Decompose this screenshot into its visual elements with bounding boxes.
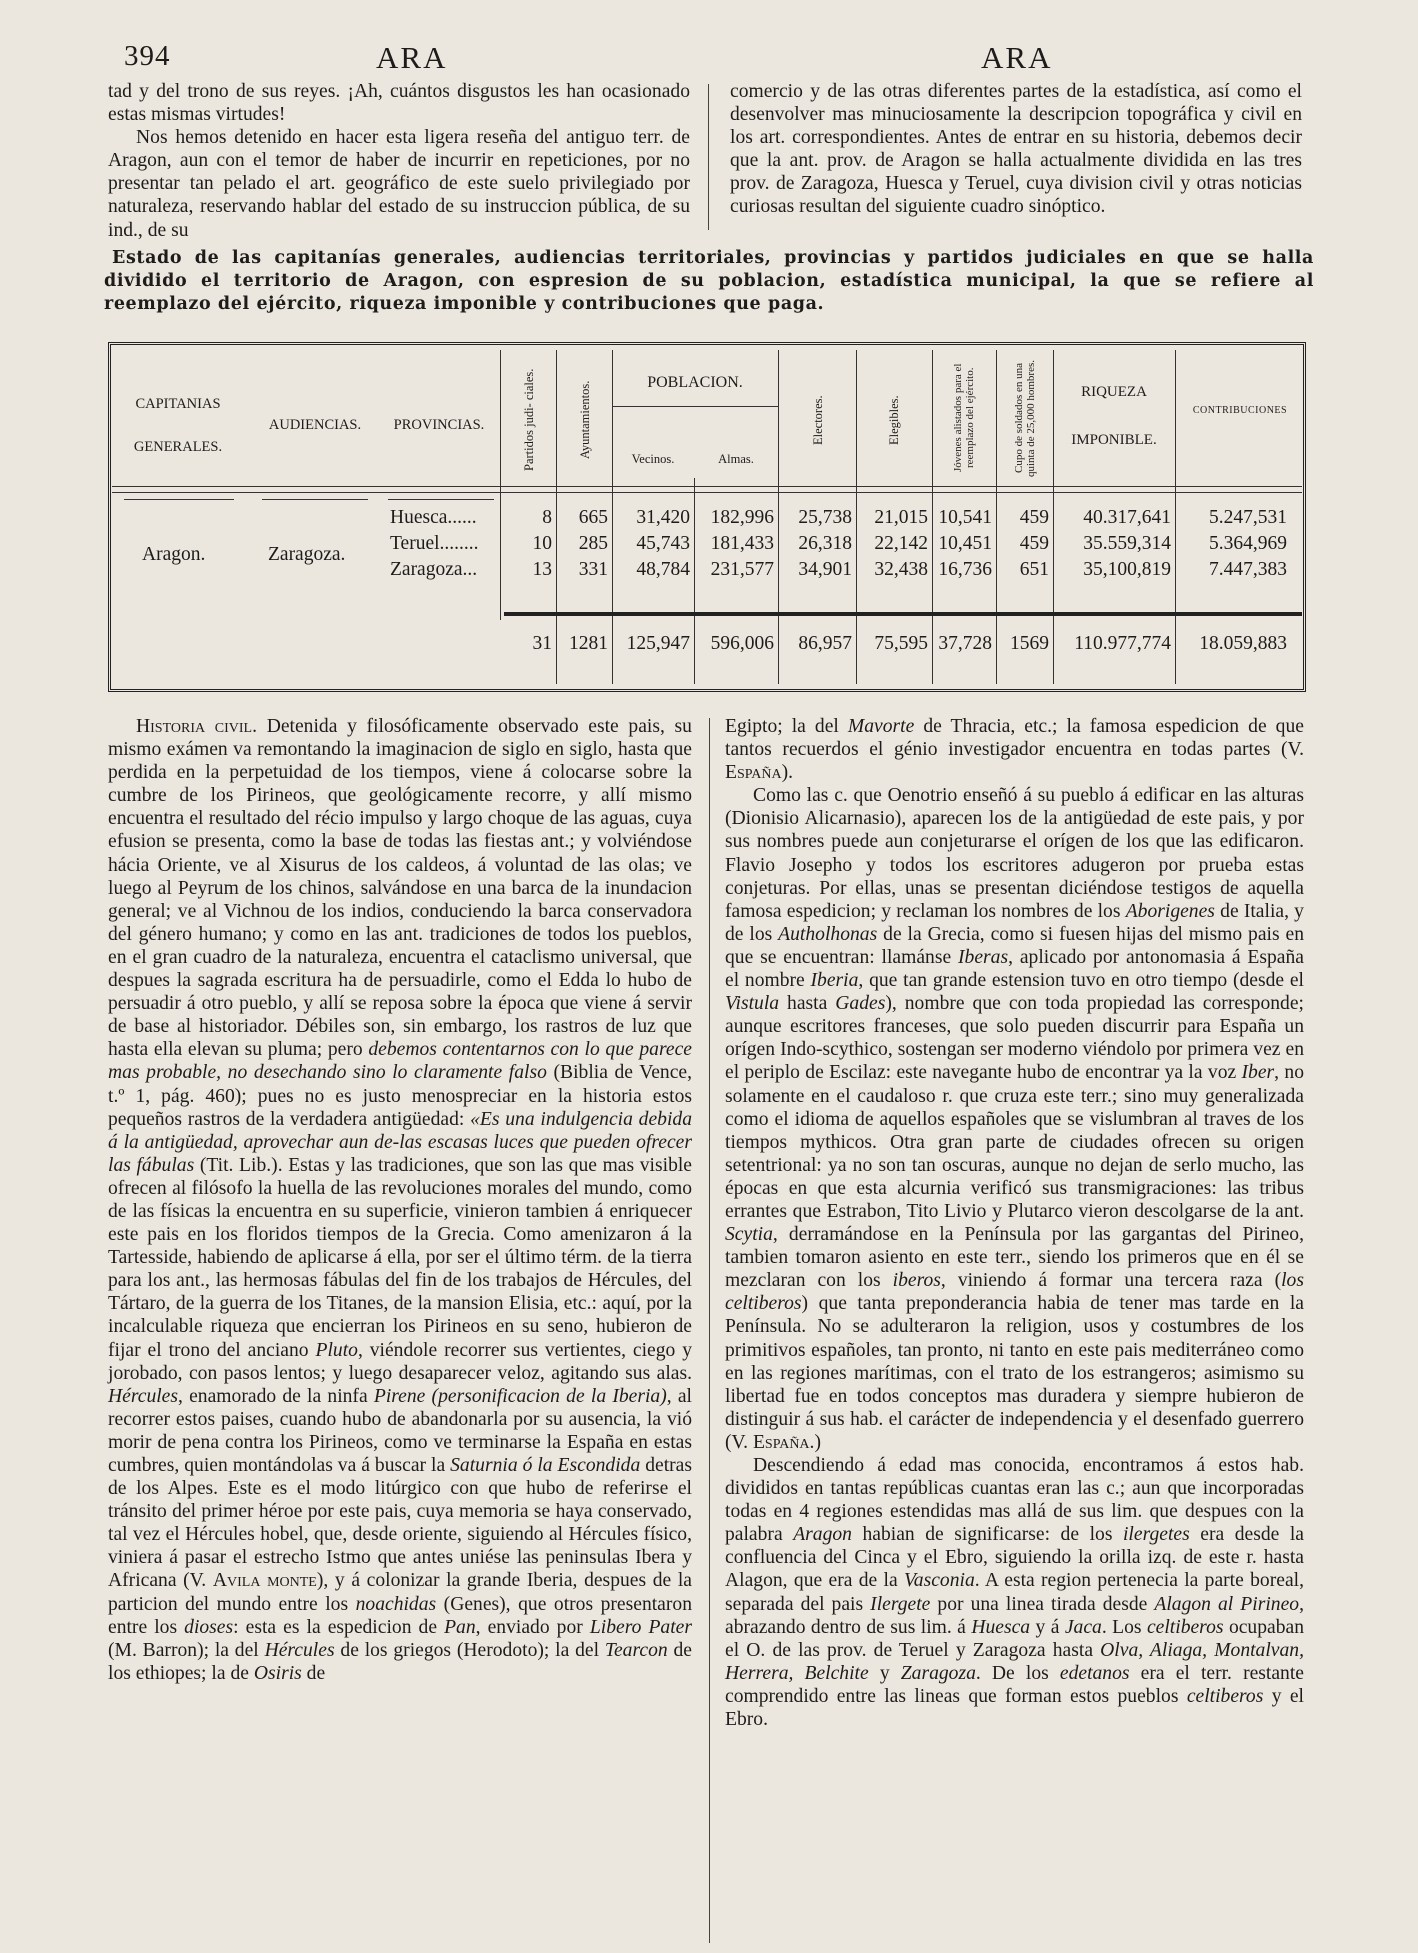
column-rule <box>709 718 710 1943</box>
cell-almas: 231,577 <box>710 559 774 580</box>
total-partidos: 31 <box>532 633 552 654</box>
table-rule <box>112 486 1302 487</box>
cell-electores: 25,738 <box>798 507 852 528</box>
header-elegibles: Elegibles. <box>887 395 901 445</box>
paragraph: Nos hemos detenido en hacer esta ligera reseña del antiguo terr. de Aragon, aun con el temor de haber de incurrir en repeticiones, por no presentar tan pelado el art. geográfico de este suelo privilegiado por naturaleza, reservando hablar del estado de su instruccion pública, de su ind., de su <box>108 127 690 241</box>
cell-ayuntamientos: 331 <box>578 559 608 580</box>
cell-riqueza: 40.317,641 <box>1083 507 1171 528</box>
running-head-left: ARA <box>376 40 448 75</box>
cell-contribuciones: 5.247,531 <box>1209 507 1287 528</box>
paragraph: tad y del trono de sus reyes. ¡Ah, cuántos disgustos les han ocasionado estas mismas virtudes! <box>108 81 690 126</box>
header-audiencias: AUDIENCIAS. <box>268 417 362 433</box>
table-rule <box>500 350 501 620</box>
cell-ayuntamientos: 665 <box>578 507 608 528</box>
column-rule <box>708 84 709 230</box>
table-caption: Estado de las capitanías generales, audiencias territoriales, provincias y partidos judiciales en que se halla dividido el territorio de Aragon, con espresion de su poblacion, estadística municipal, la que se refiere al reemplazo del ejército, riqueza imponible y contribuciones que paga. <box>104 248 1314 314</box>
cell-elegibles: 21,015 <box>874 507 928 528</box>
cell-vecinos: 31,420 <box>636 507 690 528</box>
header-riqueza: RIQUEZA <box>1081 384 1147 400</box>
section-heading: Historia civil. <box>136 716 258 737</box>
cell-vecinos: 45,743 <box>636 533 690 554</box>
header-jovenes: Jóvenes alistados para el reemplazo del ejército. <box>952 363 976 473</box>
header-capitanias: CAPITANIAS <box>135 396 221 412</box>
header-almas: Almas. <box>718 452 754 466</box>
header-cupo: Cupo de soldados en una quinta de 25,000 hombres. <box>1013 359 1037 477</box>
total-ayuntamientos: 1281 <box>569 633 608 654</box>
audiencia-cell: Zaragoza. <box>268 544 346 565</box>
header-generales: GENERALES. <box>133 439 223 455</box>
cell-cupo: 651 <box>1019 559 1049 580</box>
table-rule <box>996 350 997 684</box>
top-left-column <box>108 80 690 242</box>
table-rule <box>612 406 778 407</box>
cell-electores: 26,318 <box>798 533 852 554</box>
bottom-left-column <box>108 715 692 1685</box>
table-rule <box>112 492 1302 493</box>
cell-partidos: 10 <box>532 533 552 554</box>
table-rule <box>1175 350 1176 684</box>
cell-jovenes: 10,541 <box>938 507 992 528</box>
cell-contribuciones: 5.364,969 <box>1209 533 1287 554</box>
paragraph: Egipto; la del Mavorte de Thracia, etc.; la famosa espedicion de que tantos recuerdos el génio investigador encuentra en todas partes (V. España). <box>725 716 1304 784</box>
top-right-column <box>730 80 1302 219</box>
total-cupo: 1569 <box>1010 633 1049 654</box>
total-elegibles: 75,595 <box>874 633 928 654</box>
header-vecinos: Vecinos. <box>631 452 675 466</box>
page-number: 394 <box>124 40 171 72</box>
table-rule <box>932 350 933 684</box>
cell-cupo: 459 <box>1019 507 1049 528</box>
cell-jovenes: 10,451 <box>938 533 992 554</box>
table-rule <box>856 350 857 684</box>
provincia-cell: Teruel........ <box>390 533 479 554</box>
table-rule <box>262 499 368 500</box>
header-contribuciones: CONTRIBUCIONES <box>1192 405 1288 416</box>
table-rule <box>124 499 234 500</box>
cell-vecinos: 48,784 <box>636 559 690 580</box>
table-rule <box>612 350 613 684</box>
cell-electores: 34,901 <box>798 559 852 580</box>
total-jovenes: 37,728 <box>938 633 992 654</box>
cell-elegibles: 32,438 <box>874 559 928 580</box>
header-partidos: Partidos judi- ciales. <box>522 368 536 472</box>
paragraph: comercio y de las otras diferentes partes de la estadística, así como el desenvolver mas minuciosamente la descripcion topográfica y civil en los art. correspondientes. Antes de entrar en su historia, debemos decir que la ant. prov. de Aragon se halla actualmente dividida en las tres prov. de Zaragoza, Huesca y Teruel, cuya division civil y otras noticias curiosas resultan del siguiente cuadro sinóptico. <box>730 81 1302 218</box>
paragraph: Historia civil. Detenida y filosóficamente observado este pais, su mismo exámen va remontando la imaginacion de siglo en siglo, hasta que perdida en la perpetuidad de los tiempos, viene á colocarse sobre la cumbre de los Pirineos, que geológicamente recorre, y allí mismo encuentra el resultado del récio impulso y largo choque de las aguas, cuya efusion se presenta, como la base de todas las fiestas ant.; y volviéndose hácia Oriente, ve al Xisurus de los caldeos, á voluntad de las olas; ve luego al Peyrum de los chinos, salvándose en una barca de la inundacion general; ve al Vichnou de los indios, conduciendo la barca conservadora del género humano; y como en las ant. tradiciones de todos los pueblos, en el gran cuadro de la naturaleza, encuentra el cataclismo universal, que despues la sagrada escritura ha de persuadirle, como el Edda lo hubo de persuadir á otro pueblo, y allí se reposa sobre la época que viene á servir de base al historiador. Débiles son, sin embargo, los rastros de luz que hasta ella elevan su pluma; pero debemos contentarnos con lo que parece mas probable, no desechando sino lo claramente falso (Biblia de Vence, t.º 1, pág. 460); pues no es justo menospreciar en la historia estos pequeños rastros de la verdadera antigüedad: «Es una indulgencia debida á la antigüedad, aprovechar aun de-las escasas luces que pueden ofrecer las fábulas (Tit. Lib.). Estas y las tradiciones, que son las que mas visible ofrecen al filósofo la huella de las revoluciones morales del mundo, como de las físicas la encuentra en su superficie, vinieron tambien á enriquecer este pais en los floridos tiempos de la Grecia. Como amenizaron á la Tartesside, habiendo de aplicarse á ella, por ser el último térm. de la tierra para los ant., las hermosas fábulas del fin de los trabajos de Hércules, del Tártaro, de la guerra de los Titanes, de la mansion Elisia, etc.: aquí, por la incalculable riqueza que encierran los Pirineos en su seno, hubieron de fijar el trono del anciano Pluto, viéndole recorrer sus vertientes, ciego y jorobado, con pasos lentos; y luego desaparecer veloz, agitando sus alas. Hércules, enamorado de la ninfa Pirene (personificacion de la Iberia), al recorrer estos paises, cuando hubo de abandonarla por su ausencia, la vió morir de pena contra los Pirineos, como ve terminarse la España en estas cumbres, quien montándolas va á buscar la Saturnia ó la Escondida detras de los Alpes. Este es el modo litúrgico con que hubo de referirse el tránsito del primer héroe por este pais, cuya memoria se haya conservado, tal vez el Hércules hobel, que, desde oriente, siguiendo al Hércules físico, viniera á pasar el estrecho Istmo que antes uniése las peninsulas Ibera y Africana (V. Avila monte), y á colonizar la grande Iberia, despues de la particion del mundo entre los noachidas (Genes), que otros presentaron entre los dioses: esta es la espedicion de Pan, enviado por Libero Pater (M. Barron); la del Hércules de los griegos (Herodoto); la del Tearcon de los ethiopes; la de Osiris de <box>108 716 693 1684</box>
provincia-cell: Huesca...... <box>390 507 477 528</box>
paragraph: Como las c. que Oenotrio enseñó á su pueblo á edificar en las alturas (Dionisio Alicarnasio), aparecen los de la antigüedad de este pais, y por sus nombres puede aun conjeturarse el orígen de los que las edificaron. Flavio Josepho y todos los escritores adugeron por prueba estas conjeturas. Por ellas, unas se presentan diciéndose testigos de aquella famosa espedicion; y reclaman los nombres de los Aborigenes de Italia, y de los Autholhonas de la Grecia, como si fuesen hijas del mismo pais en que se encuentran: llamánse Iberas, aplicado por antonomasia á España el nombre Iberia, que tan grande estension tuvo en otro tiempo (desde el Vistula hasta Gades), nombre que con toda propiedad las corresponde; aunque escritores franceses, que solo pueden discurrir para España un orígen Indo-scythico, sostengan ser moderno viéndolo por primera vez en el periplo de Escilaz: este navegante hubo de encontrar ya la voz Iber, no solamente en el caudaloso r. que cruza este terr.; sino muy generalizada como el idioma de aquellos españoles que se vislumbran al traves de los tiempos mythicos. Otra gran parte de ciudades ofrecen su origen setentrional: ya no son tan oscuras, aunque no dejan de serlo mucho, las épocas en que esta alcurnia verificó sus transmigraciones: las tribus errantes que Estrabon, Tito Livio y Plutarco vieron descolgarse de la ant. Scytia, derramándose en la Península por las gargantas del Pirineo, tambien tomaron asiento en este terr., siendo los primeros que en él se mezclaran con los iberos, viniendo á formar una tercera raza (los celtiberos) que tanta preponderancia habia de tener mas tarde en la Península. No se adulteraron la religion, usos y costumbres de los primitivos españoles, tan pronto, ni tanto en este pais mediterráneo como en las regiones marítimas, con el trato de los estrangeros; asimismo su libertad fue en todos conceptos mas duradera y siempre hubieron de distinguir á sus hab. el carácter de independencia y el desenfado guerrero (V. España.) <box>725 785 1304 1453</box>
cell-elegibles: 22,142 <box>874 533 928 554</box>
total-electores: 86,957 <box>798 633 852 654</box>
table-rule <box>504 612 1302 616</box>
table-rule <box>556 350 557 684</box>
bottom-right-column <box>725 715 1304 1731</box>
cell-contribuciones: 7.447,383 <box>1209 559 1287 580</box>
cell-almas: 181,433 <box>710 533 774 554</box>
header-provincias: PROVINCIAS. <box>393 417 485 433</box>
paragraph: Descendiendo á edad mas conocida, encontramos á estos hab. divididos en tantas repúblicas cuantas eran las c.; aun que incorporadas todas en 4 regiones estendidas mas allá de sus lim. que despues con la palabra Aragon habian de significarse: de los ilergetes era desde la confluencia del Cinca y el Ebro, siguiendo la orilla izq. de este r. hasta Alagon, que era de la Vasconia. A esta region pertenecia la parte boreal, separada del pais Ilergete por una linea tirada desde Alagon al Pirineo, abrazando dentro de sus lim. á Huesca y á Jaca. Los celtiberos ocupaban el O. de las prov. de Teruel y Zaragoza hasta Olva, Aliaga, Montalvan, Herrera, Belchite y Zaragoza. De los edetanos era el terr. restante comprendido entre las lineas que forman estos pueblos celtiberos y el Ebro. <box>725 1455 1305 1731</box>
total-vecinos: 125,947 <box>626 633 690 654</box>
header-imponible: IMPONIBLE. <box>1071 432 1157 448</box>
cell-jovenes: 16,736 <box>938 559 992 580</box>
table-rule <box>778 350 779 684</box>
table-rule <box>694 478 695 684</box>
total-almas: 596,006 <box>710 633 774 654</box>
header-poblacion: POBLACION. <box>647 374 743 391</box>
running-head-right: ARA <box>981 40 1053 75</box>
cell-almas: 182,996 <box>710 507 774 528</box>
cell-partidos: 13 <box>532 559 552 580</box>
provincia-cell: Zaragoza... <box>390 559 478 580</box>
header-ayuntamientos: Ayuntamientos. <box>578 380 592 460</box>
cell-riqueza: 35.559,314 <box>1083 533 1171 554</box>
cell-riqueza: 35,100,819 <box>1083 559 1171 580</box>
total-riqueza: 110.977,774 <box>1074 633 1171 654</box>
total-contribuciones: 18.059,883 <box>1199 633 1287 654</box>
cell-ayuntamientos: 285 <box>578 533 608 554</box>
cell-partidos: 8 <box>542 507 552 528</box>
header-electores: Electores. <box>811 395 825 445</box>
table-rule <box>388 499 494 500</box>
cell-cupo: 459 <box>1019 533 1049 554</box>
capitania-cell: Aragon. <box>142 544 206 565</box>
